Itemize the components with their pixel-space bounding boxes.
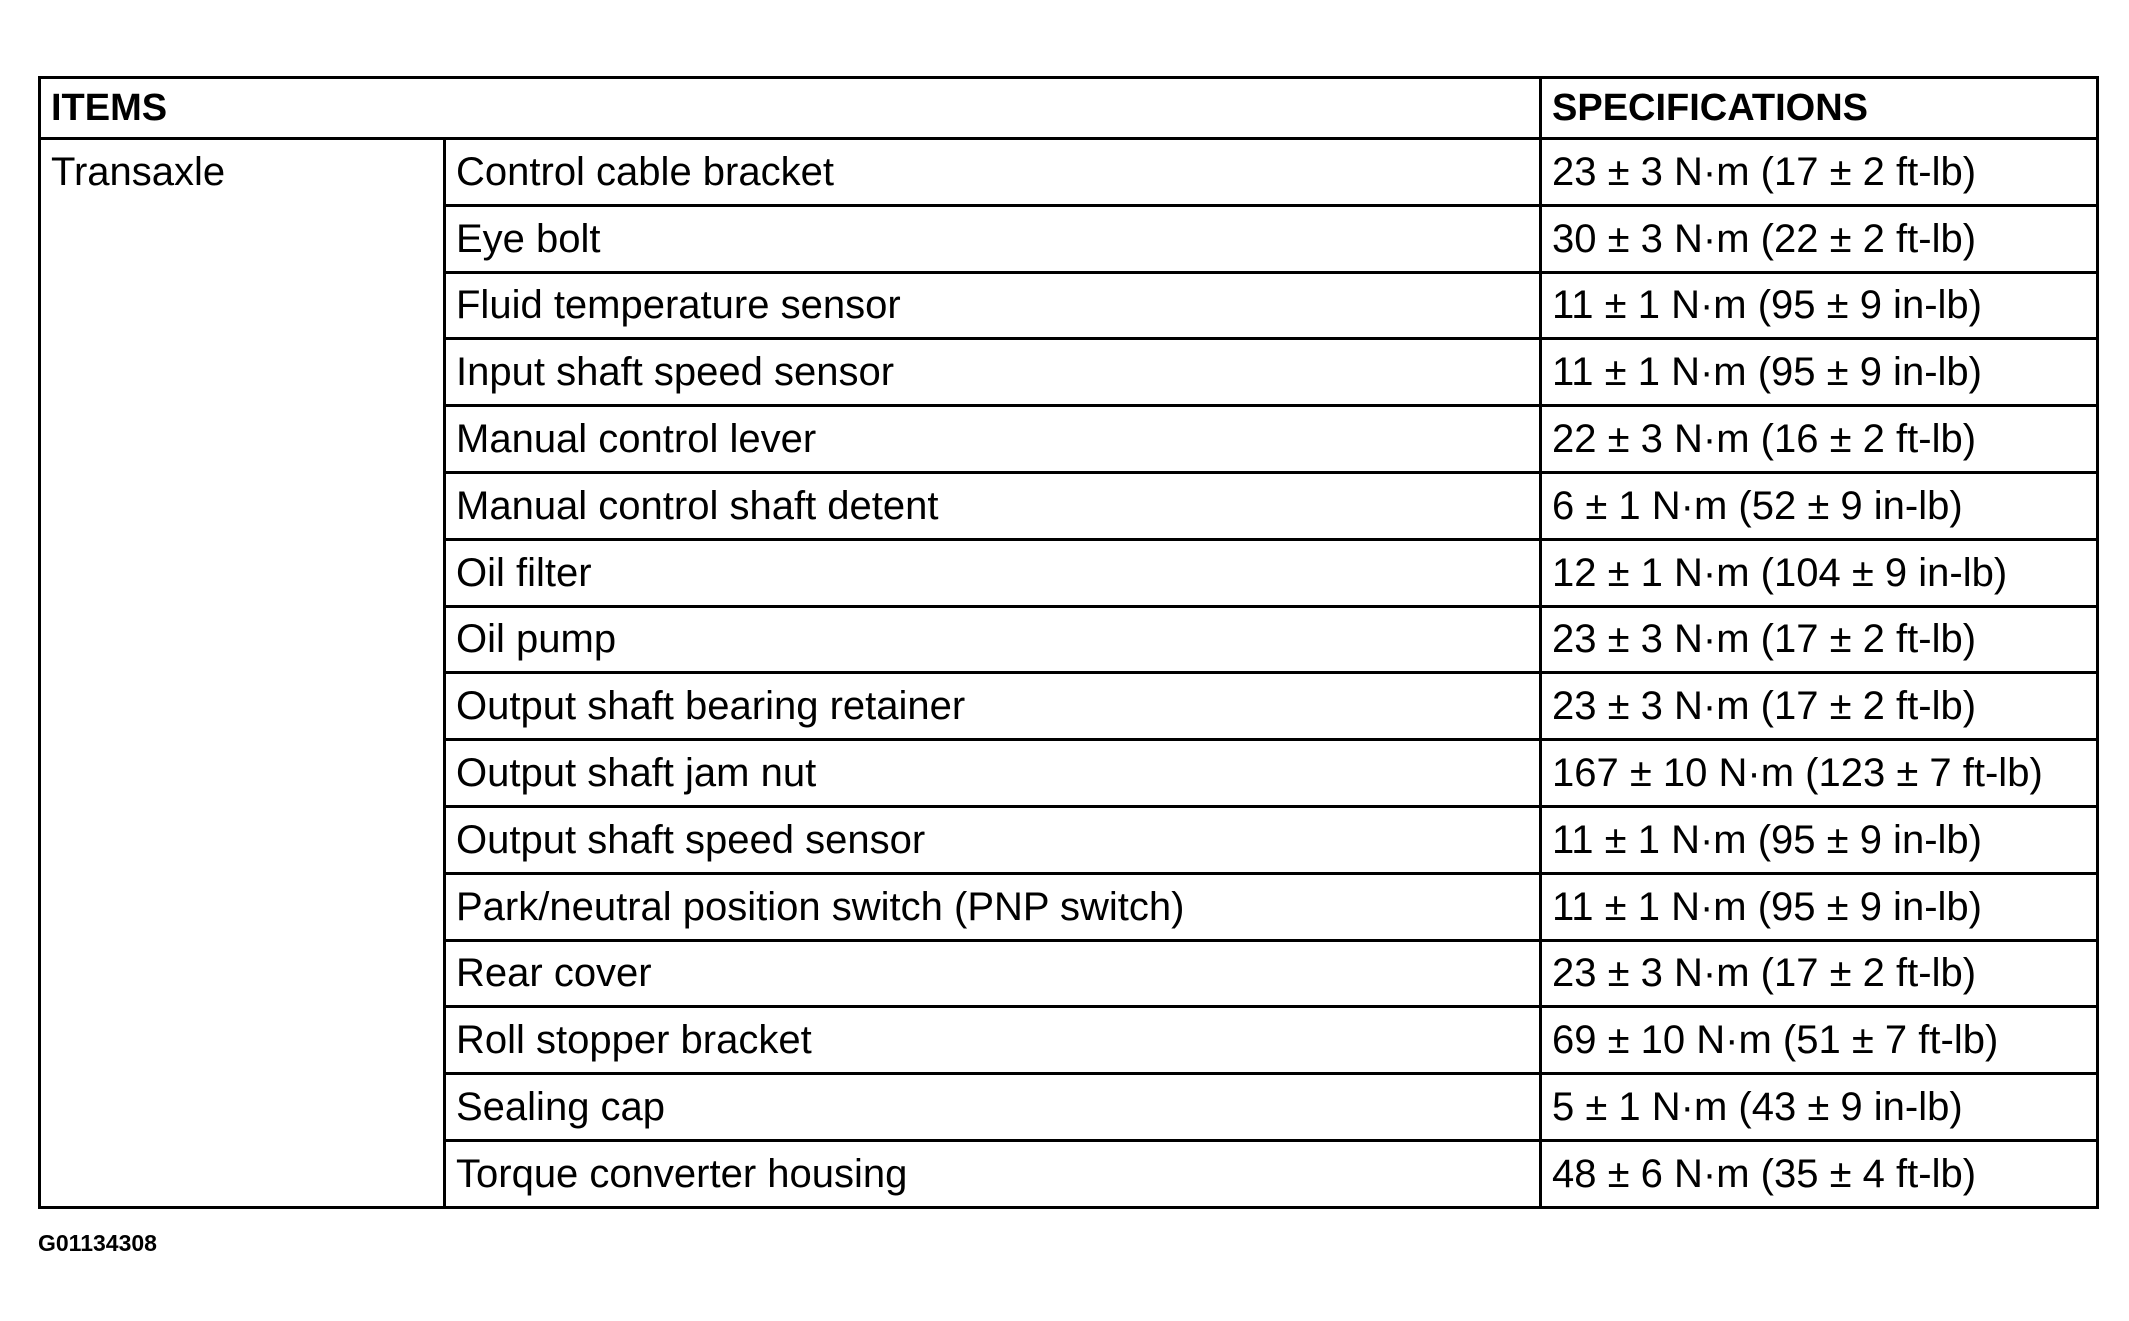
spec-cell: 22 ± 3 N·m (16 ± 2 ft-lb)	[1541, 406, 2098, 473]
spec-cell: 167 ± 10 N·m (123 ± 7 ft-lb)	[1541, 740, 2098, 807]
item-cell: Park/neutral position switch (PNP switch)	[445, 873, 1541, 940]
item-cell: Input shaft speed sensor	[445, 339, 1541, 406]
item-cell: Control cable bracket	[445, 139, 1541, 206]
spec-cell: 23 ± 3 N·m (17 ± 2 ft-lb)	[1541, 606, 2098, 673]
spec-cell: 30 ± 3 N·m (22 ± 2 ft-lb)	[1541, 205, 2098, 272]
item-cell: Manual control lever	[445, 406, 1541, 473]
category-cell: Transaxle	[40, 139, 445, 1208]
spec-cell: 11 ± 1 N·m (95 ± 9 in-lb)	[1541, 339, 2098, 406]
spec-cell: 11 ± 1 N·m (95 ± 9 in-lb)	[1541, 272, 2098, 339]
table-row	[40, 139, 2098, 206]
spec-cell: 6 ± 1 N·m (52 ± 9 in-lb)	[1541, 472, 2098, 539]
spec-cell: 23 ± 3 N·m (17 ± 2 ft-lb)	[1541, 139, 2098, 206]
table-body	[40, 139, 2098, 1208]
item-cell: Manual control shaft detent	[445, 472, 1541, 539]
item-cell: Output shaft jam nut	[445, 740, 1541, 807]
spec-cell: 48 ± 6 N·m (35 ± 4 ft-lb)	[1541, 1140, 2098, 1207]
spec-cell: 23 ± 3 N·m (17 ± 2 ft-lb)	[1541, 940, 2098, 1007]
item-cell: Torque converter housing	[445, 1140, 1541, 1207]
figure-id-label: G01134308	[38, 1230, 157, 1256]
spec-cell: 5 ± 1 N·m (43 ± 9 in-lb)	[1541, 1074, 2098, 1141]
item-cell: Roll stopper bracket	[445, 1007, 1541, 1074]
item-cell: Output shaft speed sensor	[445, 806, 1541, 873]
specifications-column-header: SPECIFICATIONS	[1541, 78, 2098, 139]
spec-cell: 23 ± 3 N·m (17 ± 2 ft-lb)	[1541, 673, 2098, 740]
item-cell: Output shaft bearing retainer	[445, 673, 1541, 740]
item-cell: Oil pump	[445, 606, 1541, 673]
item-cell: Eye bolt	[445, 205, 1541, 272]
spec-cell: 11 ± 1 N·m (95 ± 9 in-lb)	[1541, 806, 2098, 873]
item-cell: Sealing cap	[445, 1074, 1541, 1141]
spec-cell: 11 ± 1 N·m (95 ± 9 in-lb)	[1541, 873, 2098, 940]
spec-cell: 69 ± 10 N·m (51 ± 7 ft-lb)	[1541, 1007, 2098, 1074]
item-cell: Oil filter	[445, 539, 1541, 606]
table-header-row	[40, 78, 2098, 139]
item-cell: Rear cover	[445, 940, 1541, 1007]
item-cell: Fluid temperature sensor	[445, 272, 1541, 339]
torque-specifications-table	[38, 76, 2099, 1209]
spec-cell: 12 ± 1 N·m (104 ± 9 in-lb)	[1541, 539, 2098, 606]
items-column-header: ITEMS	[40, 78, 1541, 139]
